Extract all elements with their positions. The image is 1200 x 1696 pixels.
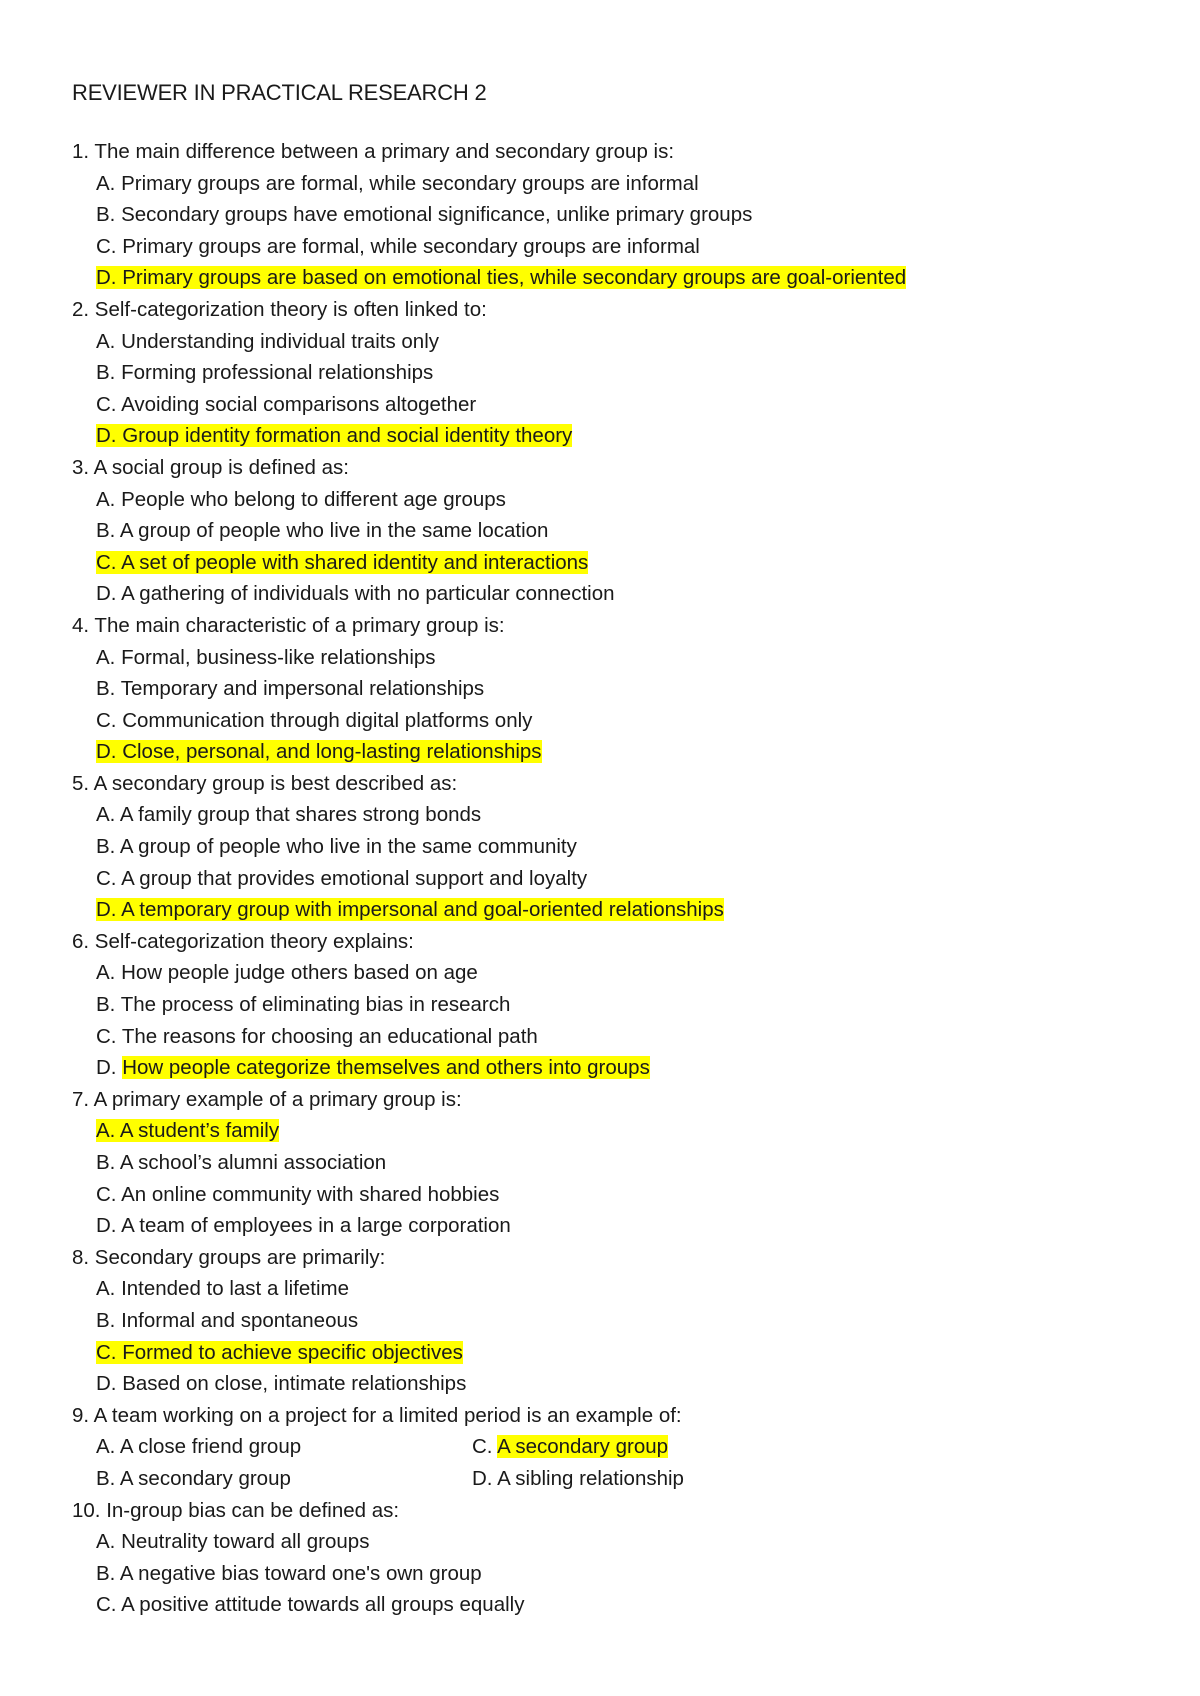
question-stem: 3. A social group is defined as:	[72, 455, 349, 479]
option-a-answer	[72, 1115, 1132, 1147]
question-stem: 4. The main characteristic of a primary group is:	[72, 613, 505, 637]
option-a	[72, 1273, 1132, 1305]
highlighted-answer: C. Formed to achieve specific objectives	[96, 1340, 463, 1364]
option-text: B. A secondary group	[96, 1466, 291, 1490]
option-d-answer	[72, 1052, 1132, 1084]
option-a	[72, 168, 1132, 200]
option-b	[72, 673, 1132, 705]
option-text: C. A positive attitude towards all groups equally	[96, 1593, 525, 1617]
question-stem: 1. The main difference between a primary and secondary group is:	[72, 140, 675, 163]
option-b	[72, 1558, 1132, 1590]
option-c	[72, 231, 1132, 263]
option-b	[72, 515, 1132, 547]
question-8	[72, 1242, 1132, 1400]
option-text: D. Based on close, intimate relationships	[96, 1372, 467, 1396]
option-text: D. A gathering of individuals with no particular connection	[96, 582, 615, 606]
option-prefix: D.	[96, 1056, 123, 1080]
option-b	[72, 1147, 1132, 1179]
option-text: A. Understanding individual traits only	[96, 329, 439, 353]
option-d-answer	[72, 420, 1132, 452]
option-b	[72, 1463, 472, 1495]
question-stem: 10. In-group bias can be defined as:	[72, 1498, 400, 1522]
option-text: D. A sibling relationship	[472, 1466, 684, 1490]
document-page	[72, 78, 1132, 1621]
highlighted-answer: C. A set of people with shared identity and interactions	[96, 550, 589, 574]
question-3	[72, 452, 1132, 610]
option-d-answer	[72, 736, 1132, 768]
option-d-answer	[72, 894, 1132, 926]
option-a	[72, 957, 1132, 989]
option-c	[72, 1179, 1132, 1211]
option-c-answer	[72, 1337, 1132, 1369]
option-b	[72, 199, 1132, 231]
document-title: REVIEWER IN PRACTICAL RESEARCH 2	[72, 80, 487, 105]
option-c	[72, 1589, 1132, 1621]
option-b	[72, 831, 1132, 863]
option-prefix: C.	[472, 1435, 498, 1459]
question-stem: 6. Self-categorization theory explains:	[72, 929, 414, 953]
option-c-answer	[472, 1431, 872, 1463]
question-5	[72, 768, 1132, 926]
question-7	[72, 1084, 1132, 1242]
option-text: B. A group of people who live in the same community	[96, 835, 577, 859]
option-text: B. The process of eliminating bias in research	[96, 993, 511, 1017]
question-stem: 2. Self-categorization theory is often linked to:	[72, 297, 487, 321]
option-text: C. Avoiding social comparisons altogether	[96, 392, 477, 416]
option-b	[72, 1305, 1132, 1337]
highlighted-answer: A. A student’s family	[96, 1119, 280, 1143]
highlighted-answer: How people categorize themselves and others into groups	[122, 1056, 650, 1080]
option-text: B. Secondary groups have emotional significance, unlike primary groups	[96, 203, 753, 227]
highlighted-answer: D. Primary groups are based on emotional ties, while secondary groups are goal-oriented	[96, 266, 907, 290]
question-stem: 7. A primary example of a primary group is:	[72, 1087, 462, 1111]
option-a	[72, 326, 1132, 358]
highlighted-answer: D. A temporary group with impersonal and goal-oriented relationships	[96, 898, 724, 922]
option-c-answer	[72, 547, 1132, 579]
option-text: A. People who belong to different age groups	[96, 487, 506, 511]
option-text: C. A group that provides emotional support and loyalty	[96, 866, 588, 890]
option-d	[472, 1463, 872, 1495]
option-d	[72, 578, 1132, 610]
option-c	[72, 863, 1132, 895]
option-b	[72, 357, 1132, 389]
option-c	[72, 705, 1132, 737]
option-d	[72, 1210, 1132, 1242]
option-text: A. Neutrality toward all groups	[96, 1530, 370, 1554]
option-text: B. A school’s alumni association	[96, 1151, 387, 1174]
question-stem: 8. Secondary groups are primarily:	[72, 1245, 386, 1269]
option-a	[72, 642, 1132, 674]
option-a	[72, 484, 1132, 516]
question-stem: 9. A team working on a project for a limited period is an example of:	[72, 1403, 682, 1427]
question-6	[72, 926, 1132, 1084]
option-text: C. The reasons for choosing an educational path	[96, 1024, 538, 1048]
option-text: B. A group of people who live in the same location	[96, 519, 549, 543]
option-text: C. Primary groups are formal, while secondary groups are informal	[96, 234, 700, 258]
option-text: A. Primary groups are formal, while secondary groups are informal	[96, 171, 699, 195]
option-a	[72, 1526, 1132, 1558]
question-2	[72, 294, 1132, 452]
question-10	[72, 1495, 1132, 1621]
question-9	[72, 1400, 1132, 1495]
option-text: B. Temporary and impersonal relationships	[96, 677, 485, 701]
option-d-answer	[72, 262, 1132, 294]
question-4	[72, 610, 1132, 768]
option-text: A. Formal, business-like relationships	[96, 645, 436, 669]
highlighted-answer: A secondary group	[497, 1435, 669, 1459]
option-text: B. Informal and spontaneous	[96, 1308, 359, 1332]
question-stem: 5. A secondary group is best described as:	[72, 771, 458, 795]
question-1	[72, 136, 1132, 294]
option-text: C. An online community with shared hobbies	[96, 1182, 500, 1206]
option-grid	[72, 1431, 1132, 1494]
option-a	[72, 799, 1132, 831]
option-text: C. Communication through digital platforms only	[96, 708, 533, 732]
option-text: A. How people judge others based on age	[96, 961, 478, 985]
option-c	[72, 1021, 1132, 1053]
option-text: A. A family group that shares strong bonds	[96, 803, 482, 827]
option-text: A. Intended to last a lifetime	[96, 1277, 349, 1301]
highlighted-answer: D. Close, personal, and long-lasting relationships	[96, 740, 542, 764]
option-c	[72, 389, 1132, 421]
option-text: B. A negative bias toward one's own group	[96, 1561, 482, 1585]
option-b	[72, 989, 1132, 1021]
option-text: A. A close friend group	[96, 1435, 302, 1459]
option-text: B. Forming professional relationships	[96, 361, 434, 385]
option-d	[72, 1368, 1132, 1400]
option-a	[72, 1431, 472, 1463]
highlighted-answer: D. Group identity formation and social identity theory	[96, 424, 573, 448]
option-text: D. A team of employees in a large corporation	[96, 1214, 511, 1238]
